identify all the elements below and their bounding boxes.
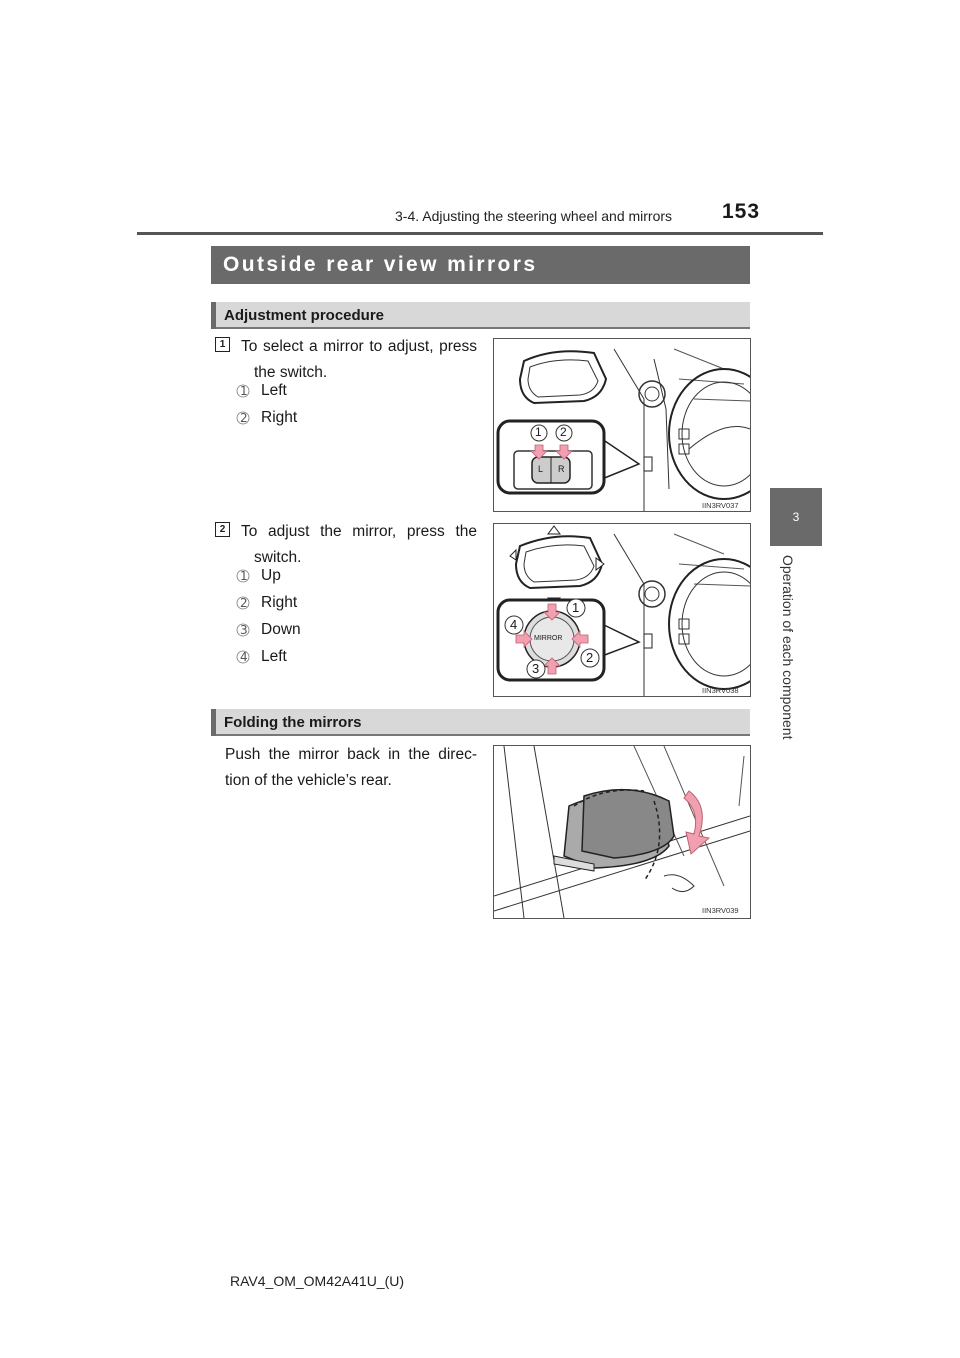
step1-item2-label: Right xyxy=(261,409,298,426)
fig2-callout-4: 4 xyxy=(510,617,518,632)
step-badge-2: 2 xyxy=(215,522,230,537)
mirror-select-illustration xyxy=(494,339,750,511)
step1-item2-num-text: 2 xyxy=(240,411,248,425)
chapter-label-text: Operation of each component xyxy=(780,555,796,740)
fig2-switch-label: MIRROR xyxy=(534,635,563,642)
step2-item3-label: Down xyxy=(261,621,301,638)
step2-item4-label: Left xyxy=(261,648,287,665)
fig1-callout-2: 2 xyxy=(560,425,567,439)
step2-item3-num-text: 3 xyxy=(240,623,248,637)
header-rule xyxy=(137,232,823,235)
subhead-adjustment-label: Adjustment procedure xyxy=(224,307,385,324)
step2-text: To adjust the mirror, press the switch. xyxy=(241,523,477,566)
fig2-code: IIN3RV038 xyxy=(702,686,739,695)
step1-item1-label: Left xyxy=(261,382,287,399)
page-header-title: 3-4. Adjusting the steering wheel and mirrors xyxy=(395,208,673,224)
footer-doc-code: RAV4_OM_OM42A41U_(U) xyxy=(230,1273,405,1289)
figure-select-mirror xyxy=(493,338,751,512)
fig2-callout-1: 1 xyxy=(572,600,580,615)
step-badge-1: 1 xyxy=(215,337,230,352)
step2-item1-label: Up xyxy=(261,567,281,584)
step2-item1-num-text: 1 xyxy=(240,569,248,583)
step2-item2-num-text: 2 xyxy=(240,596,248,610)
folding-text: Push the mirror back in the direc-tion of the vehicle’s rear. xyxy=(225,746,477,789)
fig1-switch-L: L xyxy=(538,464,544,474)
figure-fold-mirror xyxy=(493,745,751,919)
fig1-callout-1: 1 xyxy=(535,425,542,439)
fig3-code: IIN3RV039 xyxy=(702,906,739,915)
step1-item1-num-text: 1 xyxy=(240,384,248,398)
step1-text: To select a mirror to adjust, press the switch. xyxy=(241,338,477,381)
mirror-fold-illustration xyxy=(494,746,750,918)
section-title: Outside rear view mirrors xyxy=(211,246,750,284)
fig1-code: IIN3RV037 xyxy=(702,501,739,510)
step2-item2-label: Right xyxy=(261,594,298,611)
figure-adjust-mirror xyxy=(493,523,751,697)
step2-item4-num-text: 4 xyxy=(240,650,248,664)
fig2-callout-3: 3 xyxy=(532,661,540,676)
fig1-switch-R: R xyxy=(558,464,565,474)
chapter-label xyxy=(736,555,856,755)
subhead-folding-label: Folding the mirrors xyxy=(224,714,362,731)
subhead-folding xyxy=(211,709,750,736)
chapter-tab: 3 xyxy=(770,488,822,546)
page-number: 153 xyxy=(722,200,761,223)
fig2-callout-2: 2 xyxy=(586,650,594,665)
subhead-adjustment xyxy=(211,302,750,329)
